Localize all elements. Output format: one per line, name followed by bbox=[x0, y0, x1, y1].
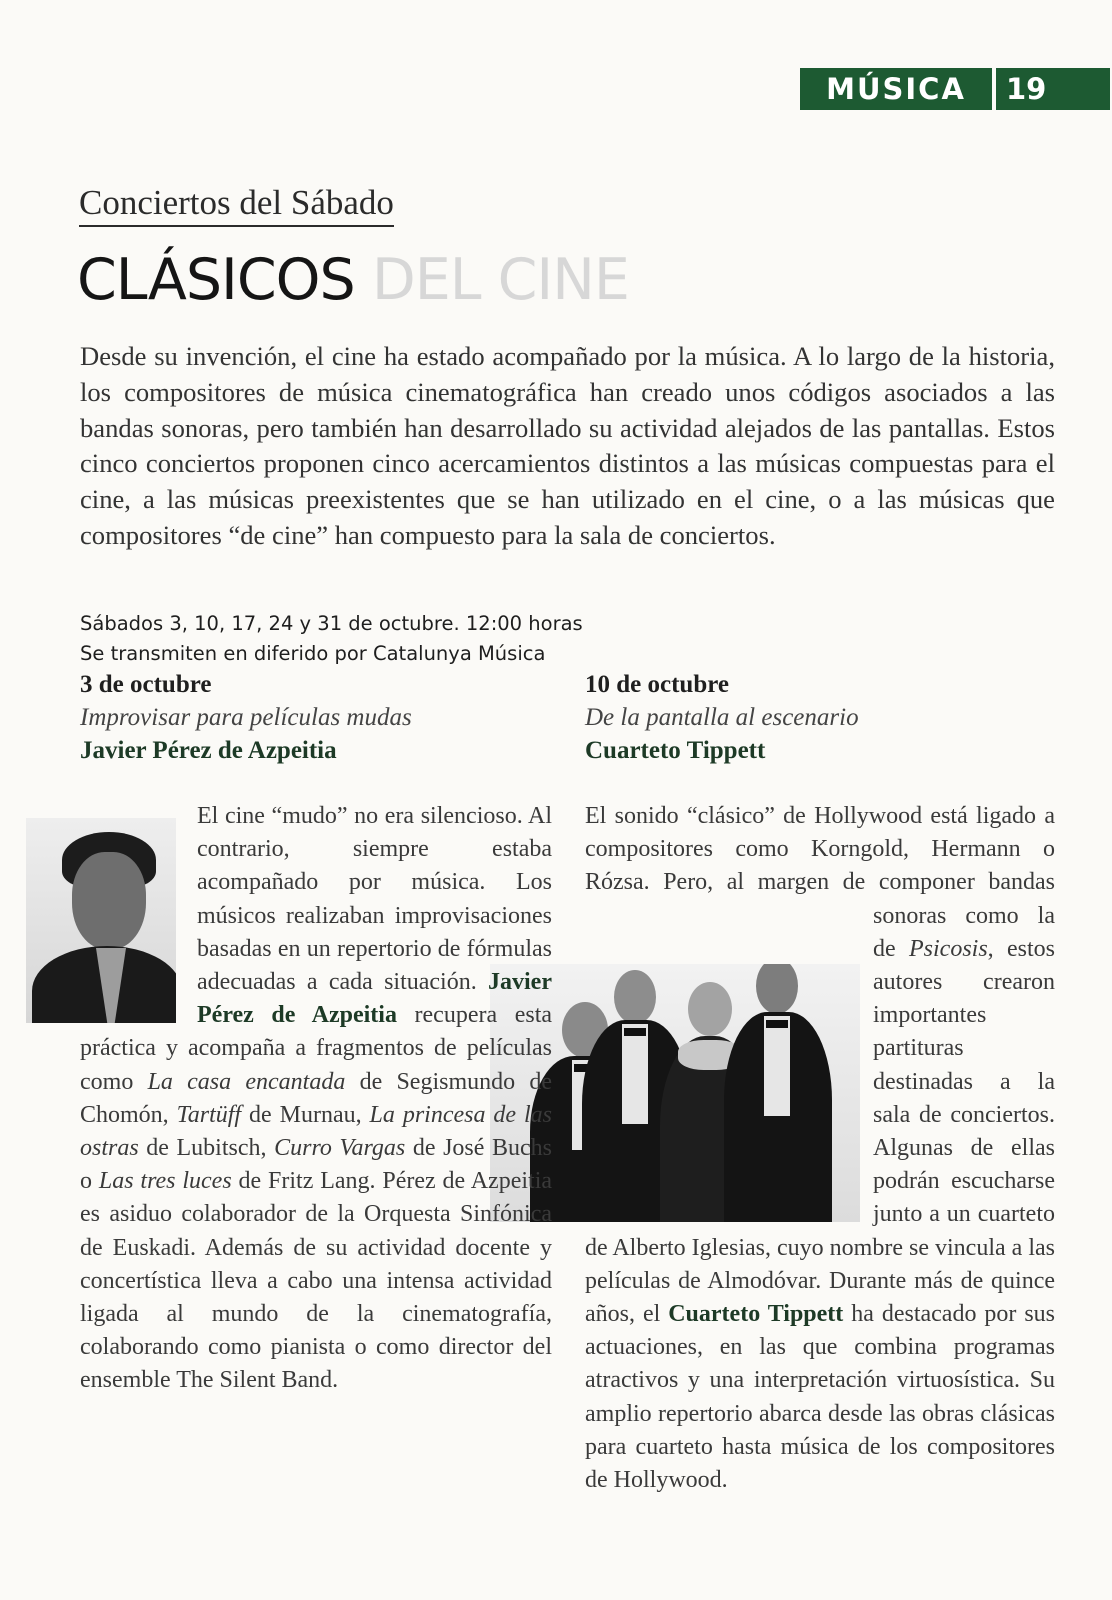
concert-1-text-5: de Lubitsch, bbox=[138, 1135, 275, 1162]
film-title-la-princesa-de-las-ostras: La princesa de las ostras bbox=[80, 1101, 552, 1162]
intro-paragraph: Desde su invención, el cine ha estado acompañado por la música. A lo largo de la historia, los compositores de música cinematográfica han creado unos códigos asociados a las bandas sonoras, pero también han desarrollado su actividad alejados de las pantallas. Estos cinco conciertos proponen cinco acercamientos distintos a las músicas compuestas para el cine, a las músicas preexistentes que se han utilizado en el cine, o a las músicas que compositores “de cine” han compuesto para la sala de conciertos. bbox=[80, 341, 1055, 550]
title-part-2: DEL CINE bbox=[371, 247, 629, 313]
concert-2-text-1: El sonido “clásico” de Hollywood está ligado a compositores como Korngold, Hermann o Rózsa. Pero, al margen de componer bandas sonoras como la de bbox=[585, 803, 1055, 962]
schedule-broadcast: Se transmiten en diferido por Catalunya Música bbox=[80, 642, 546, 665]
concert-1-date: 3 de octubre bbox=[80, 671, 212, 698]
concert-1-text-4: de Murnau, bbox=[241, 1101, 370, 1128]
concert-1-text-3: de Segismundo de Chomón, bbox=[80, 1068, 553, 1128]
concert-1-header bbox=[80, 668, 412, 767]
concert-2-text-2: , estos autores crearon importantes partituras destinadas a la sala de conciertos. Algunas de ellas podrán escucharse junto a un cuarteto de Alberto Iglesias, cuyo nombre se vincula a las películas de Almodóvar. Durante más de quince años, el bbox=[585, 935, 1056, 1328]
page-number: 19 bbox=[996, 68, 1110, 110]
film-title-psicosis: Psicosis bbox=[909, 935, 988, 962]
concert-1-artist-mention: Javier Pérez de Azpeitia bbox=[197, 969, 552, 1029]
page-title bbox=[77, 247, 629, 313]
section-tab bbox=[800, 68, 1110, 110]
concert-2-description bbox=[585, 800, 1055, 1497]
concert-2-artist: Cuarteto Tippett bbox=[585, 737, 766, 764]
film-title-tartuff: Tartüff bbox=[176, 1101, 242, 1128]
schedule bbox=[80, 609, 583, 669]
concert-2-date: 10 de octubre bbox=[585, 671, 729, 698]
concert-2-header bbox=[585, 668, 859, 767]
concert-1-description bbox=[80, 800, 552, 1398]
concert-1-text-7: de Fritz Lang. Pérez de Azpeitia es asiduo colaborador de la Orquesta Sinfónica de Euskadi. Además de su actividad docente y concertística lleva a cabo una intensa actividad ligada al mundo de la cinematografía, colaborando como pianista o como director del ensemble The Silent Band. bbox=[80, 1168, 553, 1394]
concert-2-artist-mention: Cuarteto Tippett bbox=[668, 1301, 844, 1328]
concert-1-text-2: recupera esta práctica y acompaña a fragmentos de películas como bbox=[80, 1002, 553, 1095]
concert-1-work: Improvisar para películas mudas bbox=[80, 704, 412, 731]
schedule-dates: Sábados 3, 10, 17, 24 y 31 de octubre. 12:00 horas bbox=[80, 612, 583, 635]
series-title: Conciertos del Sábado bbox=[79, 184, 394, 227]
concert-2-work: De la pantalla al escenario bbox=[585, 704, 859, 731]
concert-2-text-3: ha destacado por sus actuaciones, en las que combina programas atractivos y una interpretación virtuosística. Su amplio repertorio abarca desde las obras clásicas para cuarteto hasta música de los compositores de Hollywood. bbox=[585, 1301, 1056, 1494]
concert-1-text-6: de José Buchs o bbox=[80, 1135, 553, 1195]
film-title-las-tres-luces: Las tres luces bbox=[98, 1168, 232, 1195]
film-title-curro-vargas: Curro Vargas bbox=[274, 1135, 406, 1162]
title-part-1: CLÁSICOS bbox=[77, 247, 355, 313]
film-title-la-casa-encantada: La casa encantada bbox=[147, 1068, 346, 1095]
section-name: MÚSICA bbox=[800, 68, 992, 110]
concert-1-text-1: El cine “mudo” no era silencioso. Al contrario, siempre estaba acompañado por música. Los músicos realizaban improvisaciones basadas en un repertorio de fórmulas adecuadas a cada situación. bbox=[197, 803, 552, 996]
concert-1-artist: Javier Pérez de Azpeitia bbox=[80, 737, 337, 764]
